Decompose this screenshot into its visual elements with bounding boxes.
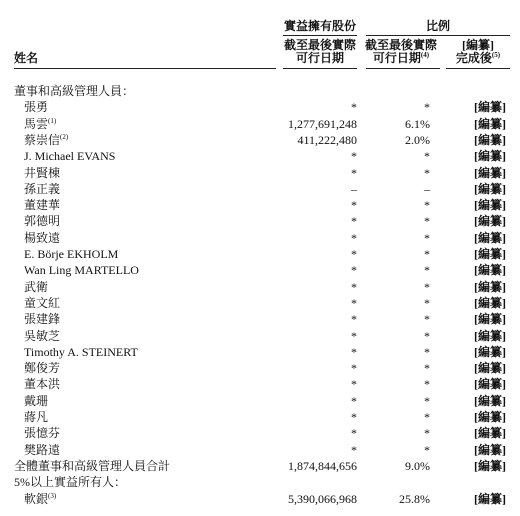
pre-ratio-value: 25.8%: [399, 491, 430, 506]
row-name-text: Wan Ling MARTELLO: [24, 263, 139, 278]
post-ratio-value: [編纂]: [474, 181, 506, 196]
row-name-text: 董建華: [24, 198, 61, 213]
post-ratio-value: [編纂]: [474, 116, 506, 131]
row-name: [24, 165, 60, 181]
row-name: [24, 295, 60, 311]
shares-value: *: [351, 214, 357, 229]
post-ratio-value: [編纂]: [474, 426, 506, 441]
col-shares-sub-line1: 截至最後實際: [283, 38, 356, 52]
shares-value: 1,277,691,248: [288, 116, 357, 131]
shares-value: *: [351, 295, 357, 310]
table-row: [0, 376, 520, 392]
footnote-marker: (5): [491, 51, 501, 59]
shares-value: *: [351, 279, 357, 294]
row-name-text: 戴珊: [24, 393, 49, 408]
post-ratio-value: [編纂]: [474, 100, 506, 115]
table-row: [0, 311, 520, 327]
table-row: [0, 132, 520, 148]
pre-ratio-value: *: [424, 361, 430, 376]
pre-ratio-value: *: [424, 410, 430, 424]
row-name: [24, 491, 56, 507]
pre-ratio-value: *: [424, 426, 430, 441]
section-label: 董事和高級管理人員：: [14, 84, 135, 98]
post-ratio-value: [編纂]: [474, 263, 506, 278]
table-row: [0, 116, 520, 132]
row-name-text: 武衛: [24, 279, 49, 294]
shares-value: *: [351, 361, 357, 376]
shares-value: –: [351, 181, 357, 196]
pre-ratio-value: 6.1%: [405, 116, 430, 131]
post-ratio-value: [編纂]: [474, 295, 506, 310]
shares-value: *: [351, 328, 357, 343]
cropped-previous-text: [0, 0, 520, 8]
pre-ratio-value: *: [424, 214, 430, 229]
table-row: [0, 328, 520, 344]
row-name: [24, 132, 68, 148]
row-name-text: 董本洪: [24, 377, 61, 392]
shares-value: 5,390,066,968: [288, 491, 357, 506]
row-name: [24, 213, 60, 229]
shares-group-underline: [283, 35, 357, 36]
section-directors: [0, 83, 520, 99]
header-bottom-rule-pre: [366, 68, 440, 69]
footnote-marker: (2): [60, 132, 69, 141]
pre-ratio-value: *: [424, 279, 430, 294]
post-ratio-value: [編纂]: [474, 393, 506, 408]
row-name-text: 蔣凡: [24, 410, 49, 424]
total-label: 全體董事和高級管理人員合計: [14, 458, 171, 473]
post-ratio-value: [編纂]: [474, 149, 506, 164]
shares-value: *: [351, 247, 357, 261]
col-ratio-post-line1: [編纂]: [462, 38, 494, 52]
shares-value: *: [351, 393, 357, 408]
col-name-header: 姓名: [14, 51, 39, 65]
post-ratio-value: [編纂]: [474, 214, 506, 229]
shares-value: 411,222,480: [297, 132, 357, 147]
table-row: [0, 409, 520, 425]
table-row: [0, 491, 520, 507]
post-ratio-value: [編纂]: [474, 328, 506, 343]
row-name-text: 吳敏芝: [24, 328, 61, 343]
row-name: [24, 197, 60, 213]
row-name: [24, 262, 139, 278]
section-major-holders: [0, 474, 520, 490]
table-row: [0, 213, 520, 229]
row-name-text: 張勇: [24, 100, 49, 115]
row-name: [24, 246, 118, 262]
row-name-text: 井賢棟: [24, 165, 61, 180]
footnote-marker: (3): [48, 491, 57, 500]
row-name-text: 張建鋒: [24, 312, 61, 327]
pre-ratio-value: *: [424, 295, 430, 310]
post-ratio-value: [編纂]: [474, 491, 506, 506]
table-row: [0, 262, 520, 278]
table-row: [0, 295, 520, 311]
header-bottom-rule-shares: [283, 68, 357, 69]
pre-ratio-value: –: [424, 181, 430, 196]
pre-ratio-value: *: [424, 100, 430, 115]
row-name-text: Timothy A. STEINERT: [24, 344, 138, 359]
post-ratio-value: [編纂]: [474, 442, 506, 457]
row-name: [24, 116, 56, 132]
row-name-text: 軟銀: [24, 491, 49, 506]
row-name: [24, 148, 115, 164]
shares-value: *: [351, 149, 357, 164]
table-row: [0, 246, 520, 262]
table-row: [0, 442, 520, 458]
row-name-text: 張憶芬: [24, 426, 61, 441]
row-name: [24, 181, 60, 197]
row-name: [24, 425, 60, 441]
row-name-text: 蔡崇信: [24, 132, 61, 147]
col-shares-group-header: 實益擁有股份: [283, 19, 356, 33]
shares-value: *: [351, 377, 357, 392]
table-row: [0, 165, 520, 181]
row-name-text: E. Börje EKHOLM: [24, 247, 119, 261]
row-name-text: 鄭俊芳: [24, 361, 61, 376]
row-name: [24, 360, 60, 376]
shares-value: *: [351, 165, 357, 180]
table-row: [0, 344, 520, 360]
row-name: [24, 376, 60, 392]
post-ratio-value: [編纂]: [474, 377, 506, 392]
pre-ratio-value: *: [424, 344, 430, 359]
header-bottom-rule-name: [14, 68, 276, 69]
row-name: [24, 328, 60, 344]
pre-ratio-value: *: [424, 263, 430, 278]
row-name: [24, 311, 60, 327]
row-name: [24, 279, 48, 295]
pre-ratio-value: 2.0%: [405, 132, 430, 147]
row-name: [24, 230, 60, 246]
table-row: [0, 181, 520, 197]
row-name-text: 楊致遠: [24, 230, 61, 245]
total-post-ratio-value: [編纂]: [474, 458, 506, 473]
pre-ratio-value: *: [424, 247, 430, 261]
pre-ratio-value: *: [424, 230, 430, 245]
col-ratio-pre-line2: 可行日期$^{(4)}$: [372, 51, 430, 65]
post-ratio-value: [編纂]: [474, 344, 506, 359]
footnote-marker: (1): [48, 116, 57, 125]
pre-ratio-value: *: [424, 377, 430, 392]
col-ratio-group-header: 比例: [425, 19, 450, 33]
row-name: [24, 409, 48, 425]
col-ratio-post-line2: 完成後$^{(5)}$: [455, 51, 501, 65]
section-label: 5%以上實益所有人：: [14, 475, 126, 490]
row-name: [24, 344, 138, 360]
col-ratio-post-subheader: [446, 39, 510, 65]
shares-value: *: [351, 410, 357, 424]
table-row: [0, 279, 520, 295]
row-name-text: 郭德明: [24, 214, 61, 229]
row-name: [24, 393, 48, 409]
post-ratio-value: [編纂]: [474, 312, 506, 327]
post-ratio-value: [編纂]: [474, 247, 506, 261]
pre-ratio-value: *: [424, 312, 430, 327]
post-ratio-value: [編纂]: [474, 165, 506, 180]
pre-ratio-value: *: [424, 149, 430, 164]
row-name: [24, 99, 48, 115]
shares-value: *: [351, 442, 357, 457]
row-name-text: 童文紅: [24, 295, 61, 310]
col-ratio-pre-line1: 截至最後實際: [364, 38, 437, 52]
total-shares-value: 1,874,844,656: [288, 458, 357, 473]
row-name-text: 樊路遠: [24, 442, 61, 457]
table-row: [0, 393, 520, 409]
post-ratio-value: [編纂]: [474, 361, 506, 376]
pre-ratio-value: *: [424, 393, 430, 408]
post-ratio-value: [編纂]: [474, 279, 506, 294]
header-bottom-rule-post: [446, 68, 510, 69]
post-ratio-value: [編纂]: [474, 132, 506, 147]
total-pre-ratio-value: 9.0%: [405, 458, 430, 473]
shares-value: *: [351, 230, 357, 245]
shares-value: *: [351, 344, 357, 359]
col-ratio-pre-subheader: [362, 39, 440, 65]
col-shares-sub-line2: 可行日期: [295, 51, 344, 65]
table-row-total: [0, 458, 520, 474]
row-name: [24, 442, 60, 458]
table-row: [0, 99, 520, 115]
pre-ratio-value: *: [424, 328, 430, 343]
shares-value: *: [351, 263, 357, 278]
post-ratio-value: [編纂]: [474, 198, 506, 213]
shares-value: *: [351, 198, 357, 213]
pre-ratio-value: *: [424, 442, 430, 457]
table-row: [0, 197, 520, 213]
table-row: [0, 148, 520, 164]
shares-value: *: [351, 426, 357, 441]
col-shares-subheader: [281, 39, 359, 65]
shares-value: *: [351, 312, 357, 327]
pre-ratio-value: *: [424, 165, 430, 180]
shares-value: *: [351, 100, 357, 115]
row-name-text: 孫正義: [24, 181, 61, 196]
table-row: [0, 360, 520, 376]
ratio-group-underline: [366, 35, 510, 36]
pre-ratio-value: *: [424, 198, 430, 213]
post-ratio-value: [編纂]: [474, 410, 506, 424]
footnote-marker: (4): [420, 51, 430, 59]
table-row: [0, 230, 520, 246]
row-name-text: J. Michael EVANS: [24, 149, 116, 164]
row-name-text: 馬雲: [24, 116, 49, 131]
post-ratio-value: [編纂]: [474, 230, 506, 245]
table-row: [0, 425, 520, 441]
